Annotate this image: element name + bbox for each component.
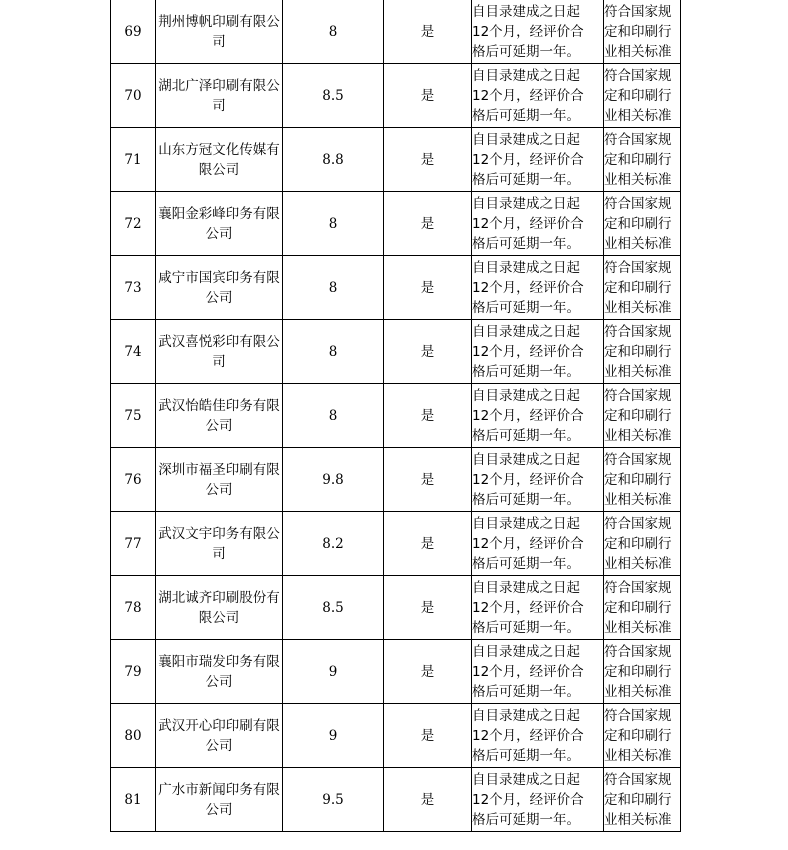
standard-compliance: 符合国家规 定和印刷行 业相关标准 [604, 192, 681, 256]
company-name: 湖北诚齐印刷股份有限公司 [156, 576, 283, 640]
table-row [111, 320, 681, 384]
evaluation-score: 8 [283, 0, 384, 64]
qualified-flag: 是 [384, 448, 472, 512]
evaluation-score: 8 [283, 384, 384, 448]
standard-compliance: 符合国家规 定和印刷行 业相关标准 [604, 0, 681, 64]
standard-compliance: 符合国家规 定和印刷行 业相关标准 [604, 128, 681, 192]
validity-period: 自目录建成之日起 12个月，经评价合 格后可延期一年。 [472, 768, 604, 832]
company-name: 襄阳市瑞发印务有限公司 [156, 640, 283, 704]
row-number: 80 [111, 704, 156, 768]
table-row [111, 256, 681, 320]
validity-period: 自目录建成之日起 12个月，经评价合 格后可延期一年。 [472, 320, 604, 384]
table-row [111, 384, 681, 448]
qualified-flag: 是 [384, 576, 472, 640]
validity-period: 自目录建成之日起 12个月，经评价合 格后可延期一年。 [472, 128, 604, 192]
evaluation-score: 9 [283, 640, 384, 704]
standard-compliance: 符合国家规 定和印刷行 业相关标准 [604, 448, 681, 512]
table-row [111, 128, 681, 192]
table-row [111, 704, 681, 768]
standard-compliance: 符合国家规 定和印刷行 业相关标准 [604, 768, 681, 832]
row-number: 73 [111, 256, 156, 320]
supplier-table [110, 0, 681, 832]
evaluation-score: 9.5 [283, 768, 384, 832]
validity-period: 自目录建成之日起 12个月，经评价合 格后可延期一年。 [472, 64, 604, 128]
row-number: 74 [111, 320, 156, 384]
validity-period: 自目录建成之日起 12个月，经评价合 格后可延期一年。 [472, 384, 604, 448]
validity-period: 自目录建成之日起 12个月，经评价合 格后可延期一年。 [472, 192, 604, 256]
row-number: 77 [111, 512, 156, 576]
company-name: 武汉开心印印刷有限公司 [156, 704, 283, 768]
evaluation-score: 8.2 [283, 512, 384, 576]
company-name: 湖北广泽印刷有限公司 [156, 64, 283, 128]
table-row [111, 640, 681, 704]
table-row [111, 512, 681, 576]
row-number: 81 [111, 768, 156, 832]
qualified-flag: 是 [384, 384, 472, 448]
row-number: 69 [111, 0, 156, 64]
company-name: 武汉怡皓佳印务有限公司 [156, 384, 283, 448]
table-row [111, 0, 681, 64]
qualified-flag: 是 [384, 640, 472, 704]
row-number: 72 [111, 192, 156, 256]
qualified-flag: 是 [384, 320, 472, 384]
company-name: 武汉文宇印务有限公司 [156, 512, 283, 576]
qualified-flag: 是 [384, 192, 472, 256]
qualified-flag: 是 [384, 704, 472, 768]
evaluation-score: 8 [283, 256, 384, 320]
supplier-table-body [111, 0, 681, 832]
standard-compliance: 符合国家规 定和印刷行 业相关标准 [604, 512, 681, 576]
evaluation-score: 8.5 [283, 576, 384, 640]
validity-period: 自目录建成之日起 12个月，经评价合 格后可延期一年。 [472, 256, 604, 320]
qualified-flag: 是 [384, 64, 472, 128]
standard-compliance: 符合国家规 定和印刷行 业相关标准 [604, 256, 681, 320]
table-row [111, 576, 681, 640]
validity-period: 自目录建成之日起 12个月，经评价合 格后可延期一年。 [472, 640, 604, 704]
qualified-flag: 是 [384, 768, 472, 832]
evaluation-score: 8 [283, 320, 384, 384]
validity-period: 自目录建成之日起 12个月，经评价合 格后可延期一年。 [472, 704, 604, 768]
table-row [111, 768, 681, 832]
company-name: 深圳市福圣印刷有限公司 [156, 448, 283, 512]
table-row [111, 192, 681, 256]
company-name: 广水市新闻印务有限公司 [156, 768, 283, 832]
row-number: 70 [111, 64, 156, 128]
company-name: 山东方冠文化传媒有限公司 [156, 128, 283, 192]
evaluation-score: 8.5 [283, 64, 384, 128]
standard-compliance: 符合国家规 定和印刷行 业相关标准 [604, 704, 681, 768]
standard-compliance: 符合国家规 定和印刷行 业相关标准 [604, 384, 681, 448]
evaluation-score: 8 [283, 192, 384, 256]
validity-period: 自目录建成之日起 12个月，经评价合 格后可延期一年。 [472, 576, 604, 640]
qualified-flag: 是 [384, 512, 472, 576]
standard-compliance: 符合国家规 定和印刷行 业相关标准 [604, 64, 681, 128]
evaluation-score: 9 [283, 704, 384, 768]
qualified-flag: 是 [384, 256, 472, 320]
company-name: 武汉喜悦彩印有限公司 [156, 320, 283, 384]
validity-period: 自目录建成之日起 12个月，经评价合 格后可延期一年。 [472, 0, 604, 64]
row-number: 75 [111, 384, 156, 448]
table-row [111, 448, 681, 512]
validity-period: 自目录建成之日起 12个月，经评价合 格后可延期一年。 [472, 512, 604, 576]
qualified-flag: 是 [384, 128, 472, 192]
row-number: 78 [111, 576, 156, 640]
evaluation-score: 9.8 [283, 448, 384, 512]
row-number: 71 [111, 128, 156, 192]
row-number: 79 [111, 640, 156, 704]
company-name: 荆州博帆印刷有限公司 [156, 0, 283, 64]
evaluation-score: 8.8 [283, 128, 384, 192]
validity-period: 自目录建成之日起 12个月，经评价合 格后可延期一年。 [472, 448, 604, 512]
row-number: 76 [111, 448, 156, 512]
standard-compliance: 符合国家规 定和印刷行 业相关标准 [604, 320, 681, 384]
qualified-flag: 是 [384, 0, 472, 64]
standard-compliance: 符合国家规 定和印刷行 业相关标准 [604, 576, 681, 640]
standard-compliance: 符合国家规 定和印刷行 业相关标准 [604, 640, 681, 704]
company-name: 襄阳金彩峰印务有限公司 [156, 192, 283, 256]
company-name: 咸宁市国宾印务有限公司 [156, 256, 283, 320]
table-row [111, 64, 681, 128]
